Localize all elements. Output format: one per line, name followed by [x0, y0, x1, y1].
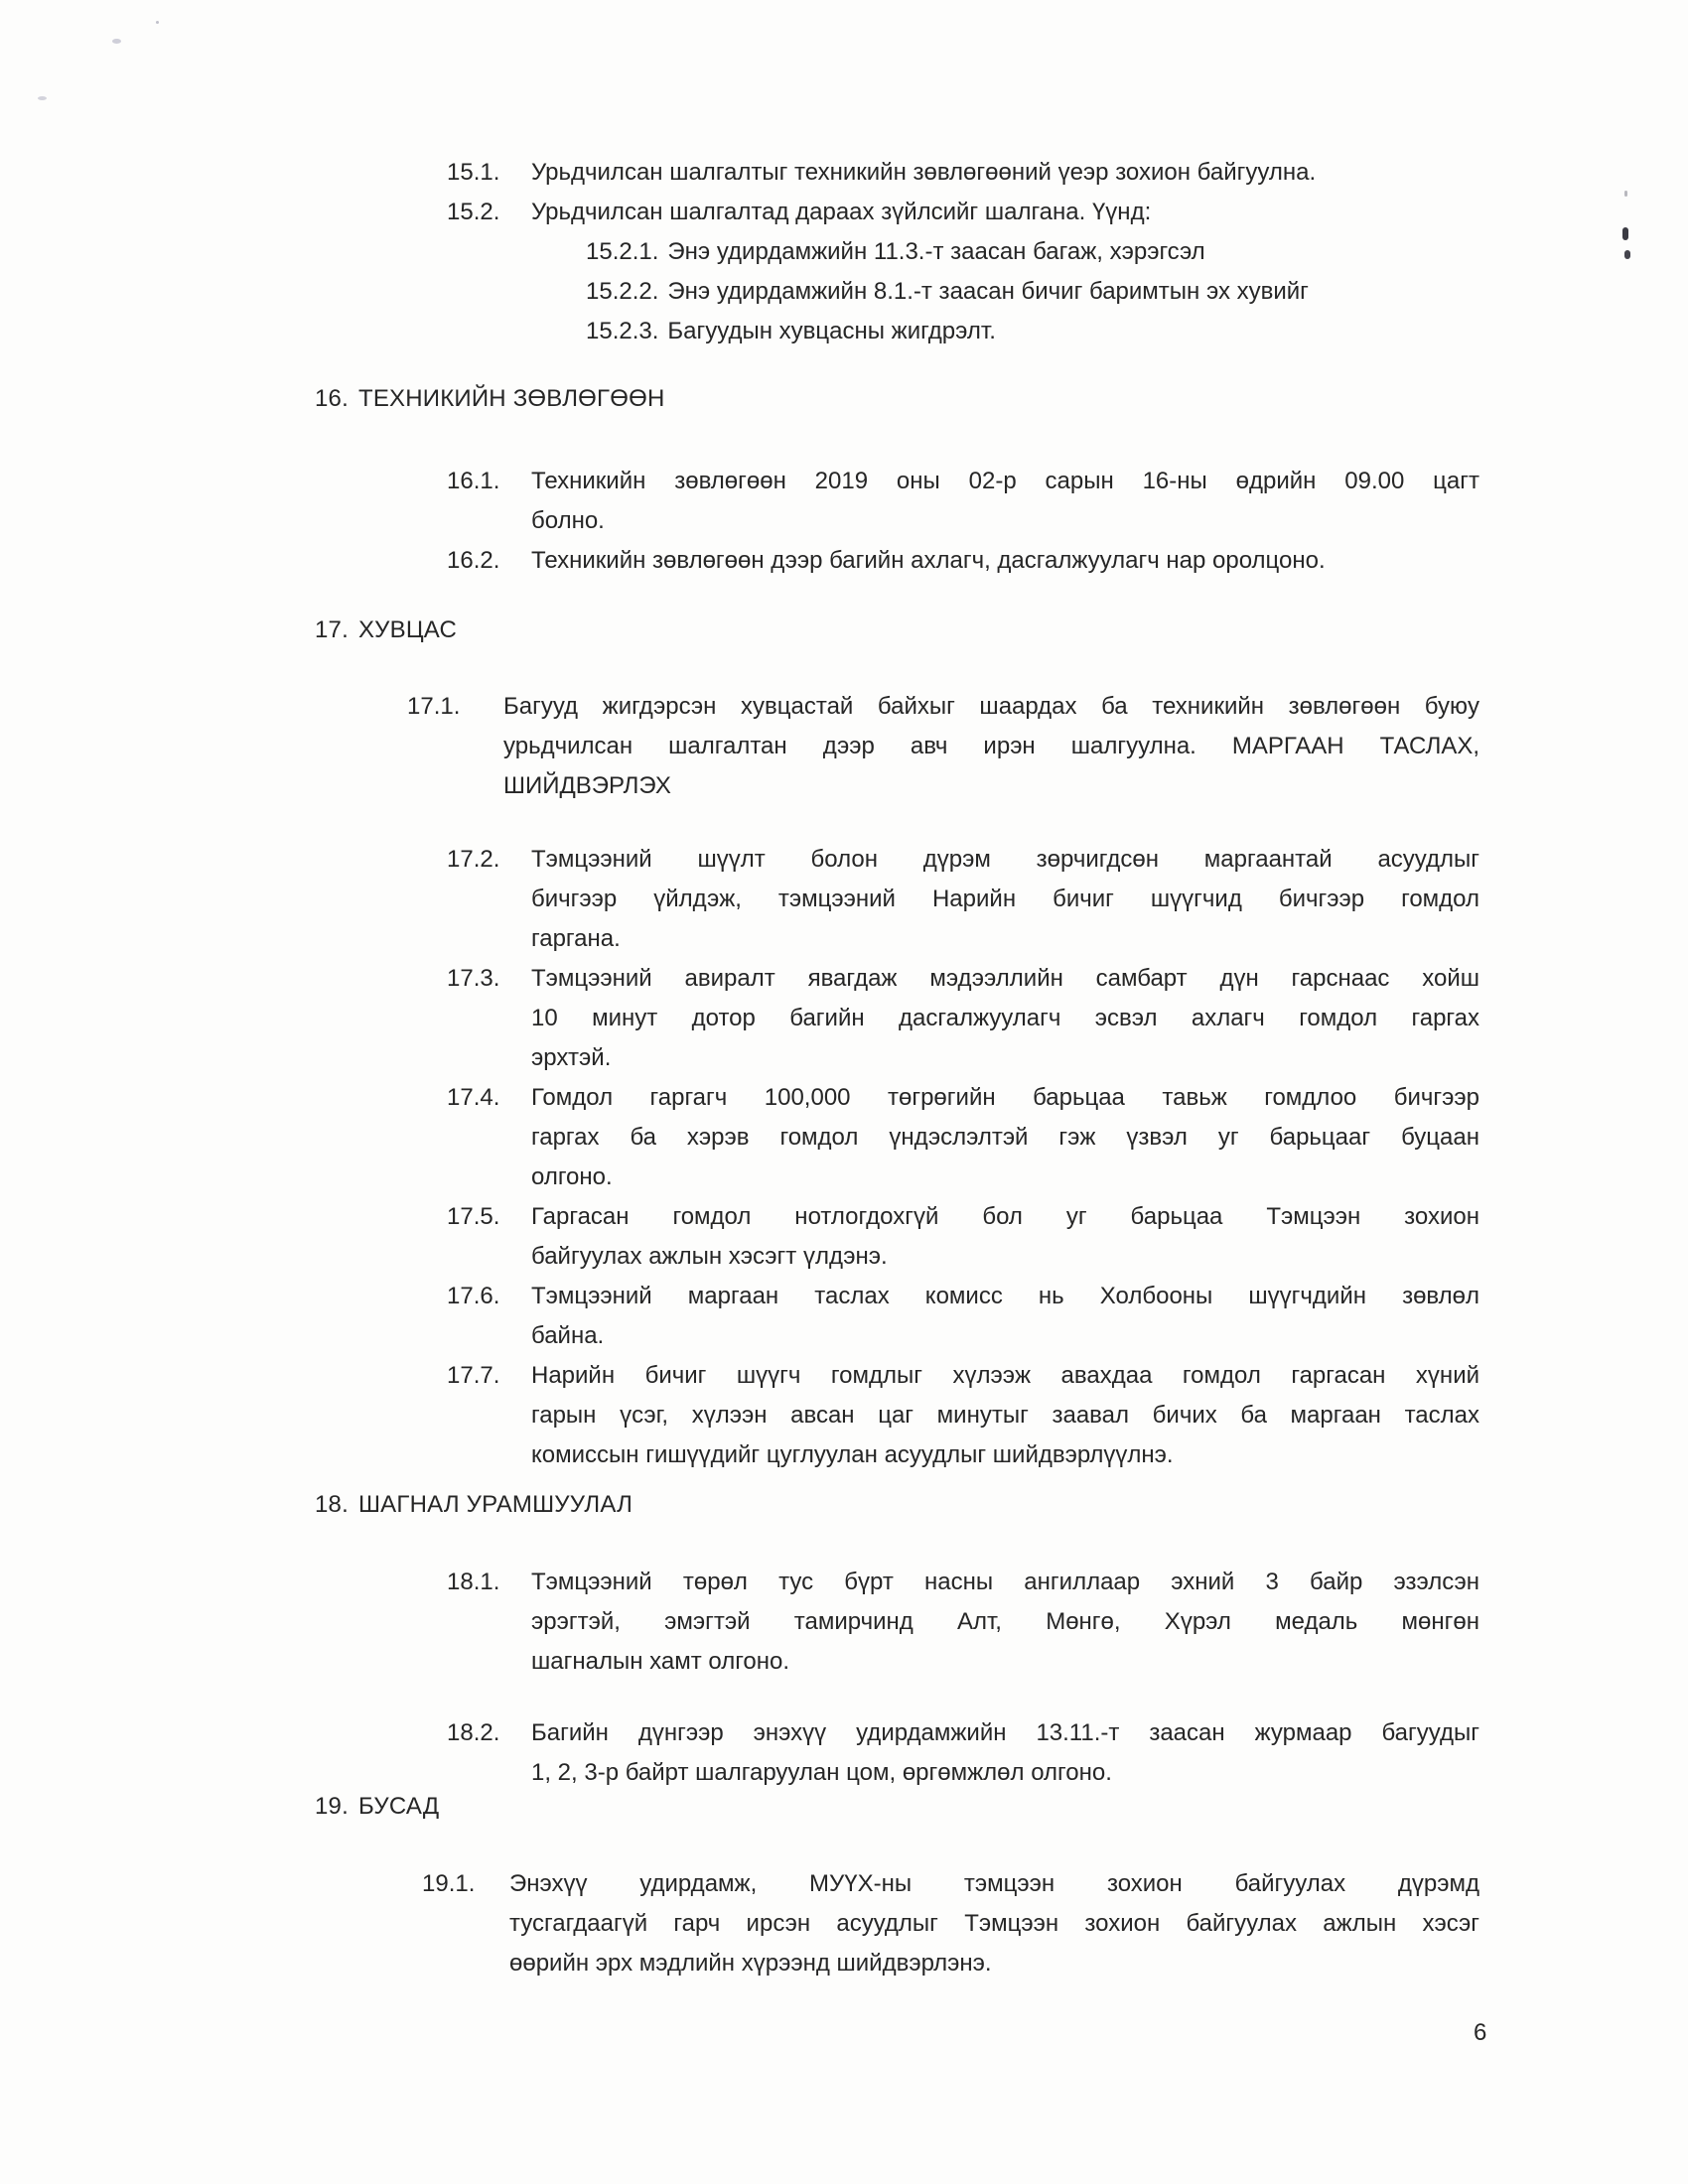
item-17-1-line-3: ШИЙДВЭРЛЭХ	[503, 772, 671, 799]
item-17-5-line-2: байгуулах ажлын хэсэгт үлдэнэ.	[531, 1243, 888, 1270]
item-16-2	[447, 541, 1479, 581]
item-19-1	[422, 1864, 1479, 1983]
item-17-3-line-3: эрхтэй.	[531, 1044, 612, 1071]
item-17-5-number: 17.5.	[447, 1203, 500, 1230]
section-19-number: 19.	[315, 1793, 349, 1820]
item-16-1-line-2: болно.	[531, 507, 605, 534]
section-17-number: 17.	[315, 616, 349, 643]
item-17-4-line-3: олгоно.	[531, 1163, 613, 1190]
item-18-1	[447, 1563, 1479, 1682]
item-15-1	[447, 153, 1479, 193]
item-18-2-line-1: Багийн дүнгээр энэхүү удирдамжийн 13.11.-т заасан журмаар багуудыг	[531, 1719, 1479, 1746]
item-15-1-text: Урьдчилсан шалгалтыг техникийн зөвлөгөөний үеэр зохион байгуулна.	[531, 159, 1317, 186]
item-16-1-line-1: Техникийн зөвлөгөөн 2019 оны 02-р сарын 16-ны өдрийн 09.00 цагт	[531, 468, 1479, 494]
item-17-4	[447, 1078, 1479, 1197]
item-15-1-number: 15.1.	[447, 159, 500, 186]
item-15-2-1-number: 15.2.1.	[586, 238, 659, 265]
page-number: 6	[1474, 2019, 1487, 2046]
item-16-1-number: 16.1.	[447, 468, 500, 494]
item-17-7	[447, 1356, 1479, 1475]
section-18-heading	[315, 1485, 1688, 1525]
item-17-4-line-1: Гомдол гаргагч 100,000 төгрөгийн барьцаа тавьж гомдлоо бичгээр	[531, 1084, 1479, 1111]
item-17-2-line-1: Тэмцээний шүүлт болон дүрэм зөрчигдсөн маргаантай асуудлыг	[531, 846, 1479, 873]
item-17-7-number: 17.7.	[447, 1362, 500, 1389]
item-19-1-number: 19.1.	[422, 1870, 476, 1897]
item-17-7-line-1: Нарийн бичиг шүүгч гомдлыг хүлээж авахдаа гомдол гаргасан хүний	[531, 1362, 1479, 1389]
item-19-1-line-1: Энэхүү удирдамж, МУҮХ-ны тэмцээн зохион байгуулах дүрэмд	[509, 1870, 1479, 1897]
item-15-2-3-text: Багуудын хувцасны жигдрэлт.	[667, 318, 996, 344]
item-17-3-number: 17.3.	[447, 965, 500, 992]
scan-artifact	[156, 21, 159, 24]
section-16-title: ТЕХНИКИЙН ЗӨВЛӨГӨӨН	[357, 385, 665, 412]
section-16-number: 16.	[315, 385, 349, 412]
item-17-2-line-2: бичгээр үйлдэж, тэмцээний Нарийн бичиг шүүгчид бичгээр гомдол	[531, 886, 1479, 912]
item-19-1-line-2: тусгагдаагүй гарч ирсэн асуудлыг Тэмцээн зохион байгуулах ажлын хэсэг	[509, 1910, 1479, 1937]
item-15-2-3	[586, 312, 1688, 351]
section-18-title: ШАГНАЛ УРАМШУУЛАЛ	[357, 1491, 633, 1518]
scan-artifact	[38, 96, 47, 100]
item-17-1-line-1: Багууд жигдэрсэн хувцастай байхыг шаардах ба техникийн зөвлөгөөн буюу	[503, 693, 1479, 720]
item-16-2-text: Техникийн зөвлөгөөн дээр багийн ахлагч, дасгалжуулагч нар оролцоно.	[531, 547, 1326, 574]
item-17-2	[447, 840, 1479, 959]
item-18-1-number: 18.1.	[447, 1569, 500, 1595]
item-19-1-line-3: өөрийн эрх мэдлийн хүрээнд шийдвэрлэнэ.	[509, 1950, 992, 1977]
scan-artifact	[1622, 227, 1628, 240]
item-17-6-line-1: Тэмцээний маргаан таслах комисс нь Холбооны шүүгчдийн зөвлөл	[531, 1283, 1479, 1309]
section-19-title: БУСАД	[357, 1793, 440, 1820]
scan-artifact	[1624, 250, 1630, 259]
section-19-heading	[315, 1787, 1688, 1827]
item-16-2-number: 16.2.	[447, 547, 500, 574]
item-18-1-line-1: Тэмцээний төрөл тус бүрт насны ангиллаар эхний 3 байр эзэлсэн	[531, 1569, 1479, 1595]
item-15-2-1-text: Энэ удирдамжийн 11.3.-т заасан багаж, хэрэгсэл	[667, 238, 1205, 265]
section-17-heading	[315, 611, 1688, 650]
scan-artifact	[112, 39, 121, 44]
item-18-2	[447, 1713, 1479, 1793]
item-15-2	[447, 193, 1479, 232]
item-17-5	[447, 1197, 1479, 1277]
section-18-number: 18.	[315, 1491, 349, 1518]
item-17-3	[447, 959, 1479, 1078]
item-17-2-line-3: гаргана.	[531, 925, 621, 952]
item-17-1-line-2: урьдчилсан шалгалтан дээр авч ирэн шалгуулна. МАРГААН ТАСЛАХ,	[503, 733, 1479, 759]
item-17-1-number: 17.1.	[407, 693, 461, 720]
item-17-3-line-1: Тэмцээний авиралт явагдаж мэдээллийн самбарт дүн гарснаас хойш	[531, 965, 1479, 992]
item-17-3-line-2: 10 минут дотор багийн дасгалжуулагч эсвэл ахлагч гомдол гаргах	[531, 1005, 1479, 1031]
item-18-1-line-3: шагналын хамт олгоно.	[531, 1648, 790, 1675]
item-15-2-1	[586, 232, 1688, 272]
item-17-6-line-2: байна.	[531, 1322, 605, 1349]
item-17-4-line-2: гаргах ба хэрэв гомдол үндэслэлтэй гэж үзвэл уг барьцааг буцаан	[531, 1124, 1479, 1151]
item-17-5-line-1: Гаргасан гомдол нотлогдохгүй бол уг барьцаа Тэмцээн зохион	[531, 1203, 1479, 1230]
item-15-2-text: Урьдчилсан шалгалтад дараах зүйлсийг шалгана. Үүнд:	[531, 199, 1152, 225]
item-15-2-3-number: 15.2.3.	[586, 318, 659, 344]
item-17-7-line-3: комиссын гишүүдийг цуглуулан асуудлыг шийдвэрлүүлнэ.	[531, 1441, 1174, 1468]
item-17-4-number: 17.4.	[447, 1084, 500, 1111]
item-15-2-2-number: 15.2.2.	[586, 278, 659, 305]
item-17-6	[447, 1277, 1479, 1356]
section-16-heading	[315, 379, 1688, 419]
item-18-1-line-2: эрэгтэй, эмэгтэй тамирчинд Алт, Мөнгө, Хүрэл медаль мөнгөн	[531, 1608, 1479, 1635]
item-17-6-number: 17.6.	[447, 1283, 500, 1309]
item-17-2-number: 17.2.	[447, 846, 500, 873]
item-17-1	[407, 687, 1479, 806]
item-17-7-line-2: гарын үсэг, хүлээн авсан цаг минутыг заавал бичих ба маргаан таслах	[531, 1402, 1479, 1429]
item-16-1	[447, 462, 1479, 541]
item-15-2-2	[586, 272, 1688, 312]
scan-artifact	[1624, 191, 1627, 197]
item-15-2-number: 15.2.	[447, 199, 500, 225]
item-15-2-2-text: Энэ удирдамжийн 8.1.-т заасан бичиг баримтын эх хувийг	[667, 278, 1309, 305]
item-18-2-number: 18.2.	[447, 1719, 500, 1746]
item-18-2-line-2: 1, 2, 3-р байрт шалгаруулан цом, өргөмжлөл олгоно.	[531, 1759, 1112, 1786]
section-17-title: ХУВЦАС	[357, 616, 457, 643]
